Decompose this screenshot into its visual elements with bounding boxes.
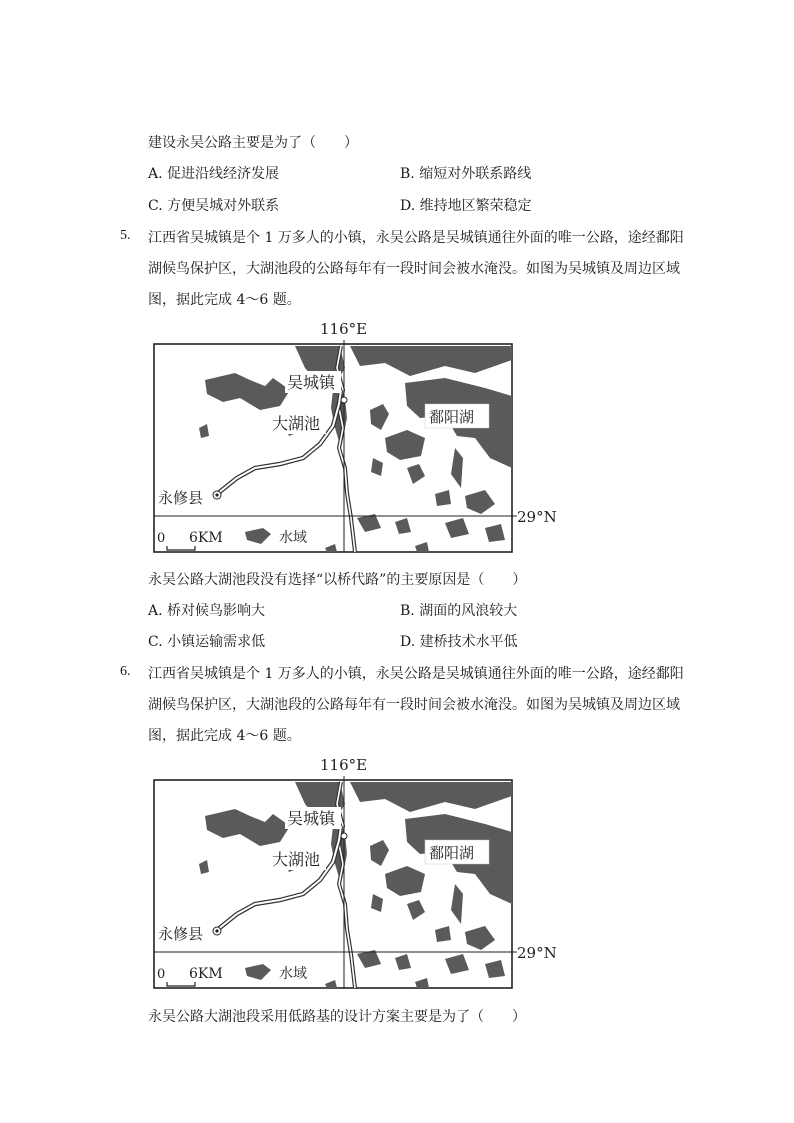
label-dahuchi: 大湖池 [272,850,321,869]
town-symbol [341,833,347,839]
q4-option-b[interactable]: B. 缩短对外联系路线 [400,166,532,182]
q6-passage-line-2: 湖候鸟保护区，大湖池段的公路每年有一段时间会被水淹没。如图为吴城镇及周边区域 [148,697,680,713]
label-dahuchi: 大湖池 [272,414,321,433]
q5-passage-line-2: 湖候鸟保护区，大湖池段的公路每年有一段时间会被水淹没。如图为吴城镇及周边区域 [148,261,680,277]
q5-option-b[interactable]: B. 湖面的风浪较大 [400,603,518,619]
q5-option-c[interactable]: C. 小镇运输需求低 [148,634,266,650]
label-wucheng-town: 吴城镇 [287,373,336,392]
scale-unit: 6KM [189,530,223,546]
q5-stem: 永吴公路大湖池段没有选择“以桥代路”的主要原因是（ ） [148,572,527,588]
scale-unit: 6KM [189,966,223,982]
q5-option-d[interactable]: D. 建桥技术水平低 [400,634,518,650]
q6-stem: 永吴公路大湖池段采用低路基的设计方案主要是为了（ ） [148,1009,526,1025]
map-longitude-label: 116°E [320,756,368,774]
scale-zero: 0 [157,531,166,546]
map-longitude-label: 116°E [320,320,368,338]
map-figure-q6 [145,754,565,992]
town-symbol [341,397,347,403]
q4-option-c[interactable]: C. 方便吴城对外联系 [148,198,280,214]
q4-option-d[interactable]: D. 维持地区繁荣稳定 [400,198,532,214]
map-figure-q5 [145,318,565,556]
q4-option-a[interactable]: A. 促进沿线经济发展 [148,166,280,182]
legend-water-label: 水域 [279,530,307,546]
label-yongxiu-county: 永修县 [158,925,204,943]
q5-option-a[interactable]: A. 桥对候鸟影响大 [148,603,266,619]
q6-passage-line-1: 江西省吴城镇是个 1 万多人的小镇，永吴公路是吴城镇通往外面的唯一公路，途经鄱阳 [148,666,684,682]
q5-number: 5. [120,228,131,243]
label-poyang-lake: 鄱阳湖 [429,408,475,426]
q5-passage-line-3: 图，据此完成 4～6 题。 [148,292,301,308]
legend-water-label: 水域 [279,966,307,982]
q5-passage-line-1: 江西省吴城镇是个 1 万多人的小镇，永吴公路是吴城镇通往外面的唯一公路，途经鄱阳 [148,230,684,246]
q4-stem: 建设永吴公路主要是为了（ ） [148,135,358,151]
q6-number: 6. [120,664,131,679]
scale-zero: 0 [157,967,166,982]
latitude-label: 29°N [517,508,557,526]
label-poyang-lake: 鄱阳湖 [429,844,475,862]
latitude-label: 29°N [517,944,557,962]
q6-passage-line-3: 图，据此完成 4～6 题。 [148,728,301,744]
label-wucheng-town: 吴城镇 [287,809,336,828]
label-yongxiu-county: 永修县 [158,489,204,507]
